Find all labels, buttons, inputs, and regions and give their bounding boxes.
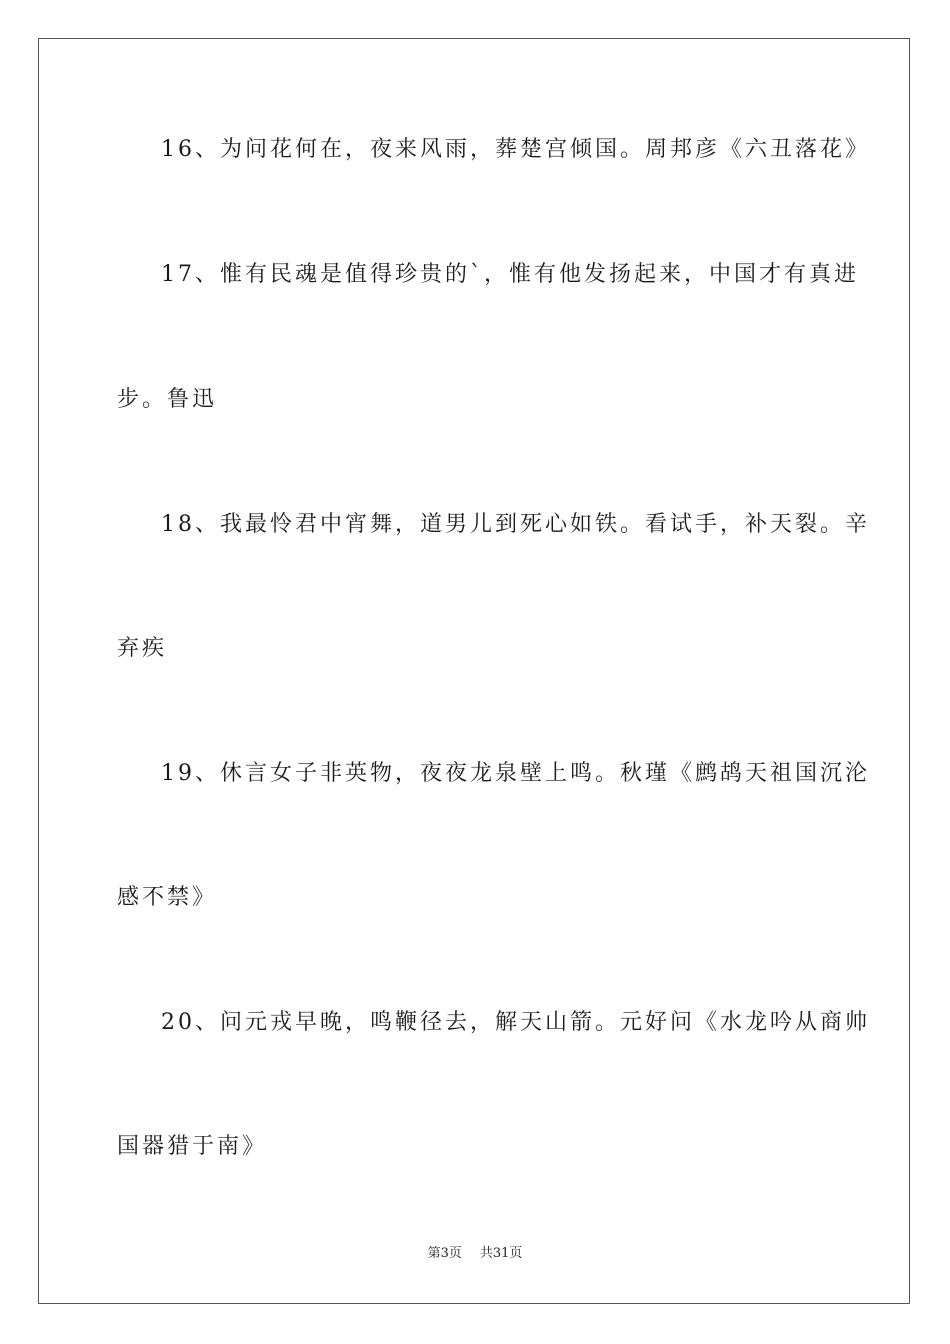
quote-17-line-1: 17、惟有民魂是值得珍贵的`，惟有他发扬起来，中国才有真进: [161, 262, 859, 287]
quote-18-line-1: 18、我最怜君中宵舞，道男儿到死心如铁。看试手，补天裂。辛: [161, 512, 870, 537]
quote-20-line-1: 20、问元戎早晚，鸣鞭径去，解天山箭。元好问《水龙吟从商帅: [161, 1010, 870, 1035]
page-total: 共31页: [479, 1246, 523, 1261]
quote-19-line-1: 19、休言女子非英物，夜夜龙泉壁上鸣。秋瑾《鹧鸪天祖国沉沦: [161, 761, 870, 786]
quote-17-line-2: 步。鲁迅: [117, 387, 218, 412]
quote-19-line-2: 感不禁》: [117, 885, 218, 910]
page-number: 第3页: [427, 1246, 462, 1261]
quote-16: 16、为问花何在，夜来风雨，葬楚宫倾国。周邦彦《六丑落花》: [161, 137, 870, 162]
page-footer: [0, 1244, 950, 1264]
quote-18-line-2: 弃疾: [117, 636, 168, 661]
quote-20-line-2: 国器猎于南》: [117, 1134, 268, 1159]
page-border: [38, 38, 910, 1304]
